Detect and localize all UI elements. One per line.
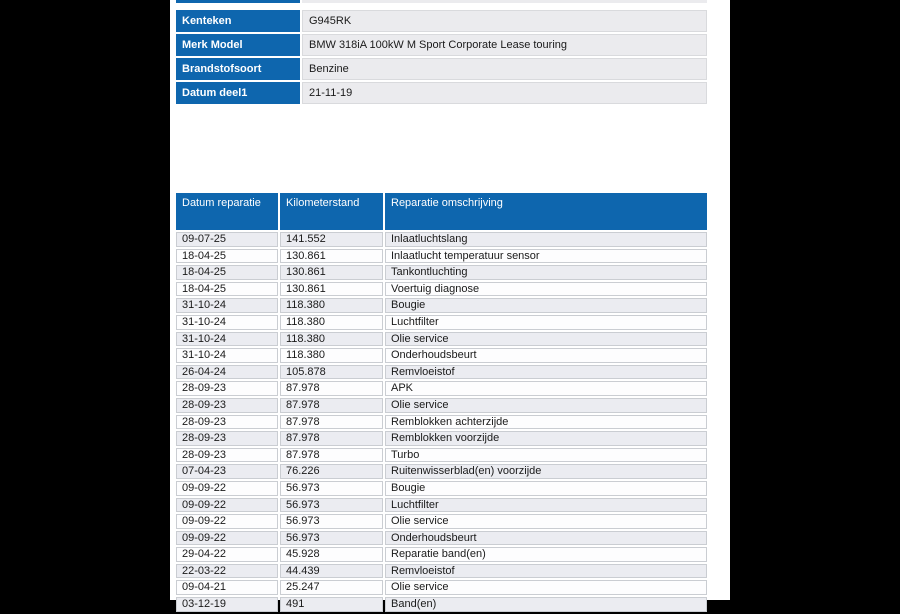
repair-row [176,415,707,430]
repair-date-cell: 09-09-22 [176,498,278,513]
repair-row [176,531,707,546]
repair-description-cell: Olie service [385,398,707,413]
repair-date-cell: 28-09-23 [176,381,278,396]
vehicle-info-row [176,34,707,56]
repair-description-cell: Olie service [385,514,707,529]
repair-row [176,481,707,496]
repair-odometer-cell: 130.861 [280,282,383,297]
vehicle-info-value: BMW 318iA 100kW M Sport Corporate Lease touring [302,34,707,56]
repair-description-cell: Reparatie band(en) [385,547,707,562]
repair-row [176,315,707,330]
repair-row [176,282,707,297]
repair-odometer-cell: 141.552 [280,232,383,247]
repair-row [176,381,707,396]
repair-date-cell: 31-10-24 [176,315,278,330]
repair-odometer-cell: 45.928 [280,547,383,562]
repair-odometer-cell: 118.380 [280,332,383,347]
repair-date-cell: 22-03-22 [176,564,278,579]
repair-date-cell: 09-07-25 [176,232,278,247]
repair-row [176,498,707,513]
repair-odometer-cell: 87.978 [280,415,383,430]
repair-description-cell: APK [385,381,707,396]
repair-row [176,464,707,479]
repair-date-cell: 28-09-23 [176,431,278,446]
repair-history-table [174,191,709,614]
repair-odometer-cell: 76.226 [280,464,383,479]
repair-date-cell: 31-10-24 [176,332,278,347]
repair-description-cell: Remblokken voorzijde [385,431,707,446]
repair-description-cell: Inlaatlucht temperatuur sensor [385,249,707,264]
repair-description-cell: Onderhoudsbeurt [385,348,707,363]
repair-date-cell: 18-04-25 [176,249,278,264]
clipped-top-row-label-cell [176,0,300,3]
column-header: Kilometerstand [280,193,383,230]
repair-odometer-cell: 56.973 [280,481,383,496]
report-page [170,0,730,611]
repair-odometer-cell: 118.380 [280,298,383,313]
repair-row [176,564,707,579]
repair-date-cell: 18-04-25 [176,265,278,280]
vehicle-info-row [176,58,707,80]
repair-description-cell: Remblokken achterzijde [385,415,707,430]
repair-odometer-cell: 87.978 [280,381,383,396]
vehicle-info-table [174,8,709,106]
repair-date-cell: 03-12-19 [176,597,278,612]
vehicle-info-value: 21-11-19 [302,82,707,104]
repair-row [176,597,707,612]
repair-date-cell: 26-04-24 [176,365,278,380]
repair-odometer-cell: 56.973 [280,514,383,529]
repair-row [176,249,707,264]
vehicle-info-label: Kenteken [176,10,300,32]
repair-row [176,365,707,380]
repair-description-cell: Remvloeistof [385,365,707,380]
repair-row [176,547,707,562]
clipped-top-row-value-cell [302,0,707,3]
repair-table-header-row [176,193,707,230]
repair-odometer-cell: 87.978 [280,431,383,446]
repair-row [176,448,707,463]
repair-odometer-cell: 44.439 [280,564,383,579]
vehicle-info-row [176,10,707,32]
vehicle-info-label: Brandstofsoort [176,58,300,80]
repair-date-cell: 09-09-22 [176,481,278,496]
repair-row [176,580,707,595]
repair-date-cell: 09-04-21 [176,580,278,595]
vehicle-info-label: Merk Model [176,34,300,56]
repair-description-cell: Olie service [385,332,707,347]
repair-date-cell: 07-04-23 [176,464,278,479]
repair-odometer-cell: 87.978 [280,398,383,413]
repair-description-cell: Luchtfilter [385,315,707,330]
repair-odometer-cell: 87.978 [280,448,383,463]
repair-odometer-cell: 491 [280,597,383,612]
repair-description-cell: Bougie [385,298,707,313]
repair-description-cell: Turbo [385,448,707,463]
repair-odometer-cell: 25.247 [280,580,383,595]
repair-row [176,298,707,313]
vehicle-info-value: G945RK [302,10,707,32]
repair-date-cell: 31-10-24 [176,298,278,313]
repair-description-cell: Olie service [385,580,707,595]
repair-row [176,265,707,280]
repair-date-cell: 28-09-23 [176,415,278,430]
repair-date-cell: 18-04-25 [176,282,278,297]
repair-odometer-cell: 56.973 [280,531,383,546]
vehicle-info-row [176,82,707,104]
repair-odometer-cell: 118.380 [280,348,383,363]
repair-description-cell: Remvloeistof [385,564,707,579]
repair-date-cell: 28-09-23 [176,448,278,463]
repair-row [176,398,707,413]
repair-row [176,431,707,446]
repair-date-cell: 29-04-22 [176,547,278,562]
repair-description-cell: Tankontluchting [385,265,707,280]
vehicle-info-value: Benzine [302,58,707,80]
repair-odometer-cell: 130.861 [280,265,383,280]
repair-date-cell: 09-09-22 [176,531,278,546]
repair-date-cell: 09-09-22 [176,514,278,529]
repair-description-cell: Onderhoudsbeurt [385,531,707,546]
repair-row [176,332,707,347]
repair-odometer-cell: 130.861 [280,249,383,264]
repair-description-cell: Band(en) [385,597,707,612]
repair-description-cell: Voertuig diagnose [385,282,707,297]
vehicle-info-label: Datum deel1 [176,82,300,104]
repair-row [176,348,707,363]
repair-description-cell: Ruitenwisserblad(en) voorzijde [385,464,707,479]
repair-date-cell: 31-10-24 [176,348,278,363]
column-header: Reparatie omschrijving [385,193,707,230]
column-header: Datum reparatie [176,193,278,230]
repair-odometer-cell: 105.878 [280,365,383,380]
repair-description-cell: Luchtfilter [385,498,707,513]
repair-odometer-cell: 118.380 [280,315,383,330]
repair-row [176,514,707,529]
repair-row [176,232,707,247]
repair-odometer-cell: 56.973 [280,498,383,513]
repair-date-cell: 28-09-23 [176,398,278,413]
repair-description-cell: Bougie [385,481,707,496]
repair-description-cell: Inlaatluchtslang [385,232,707,247]
